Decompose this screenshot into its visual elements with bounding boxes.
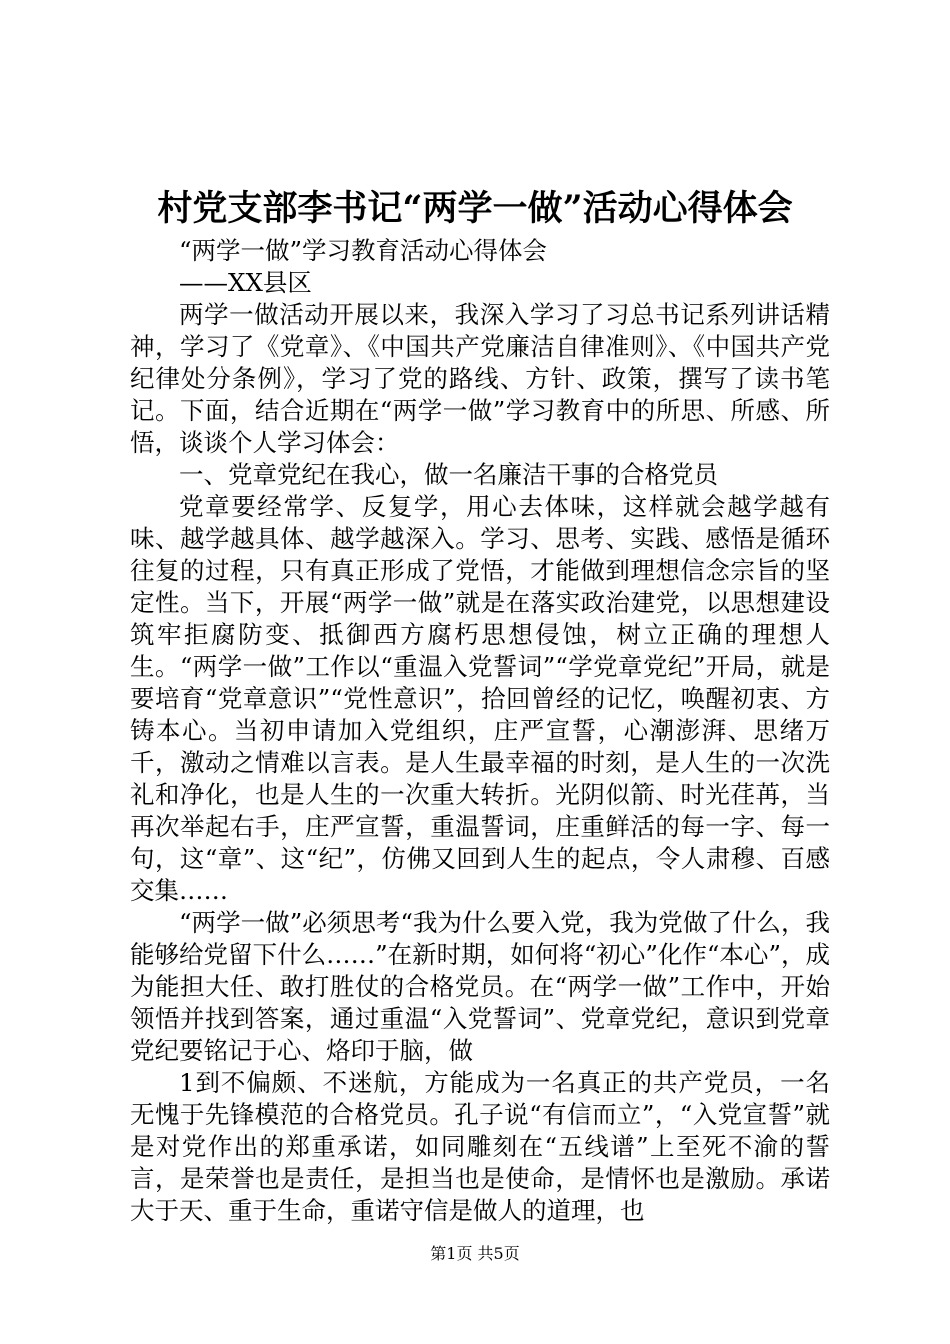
paragraph-intro: 两学一做活动开展以来，我深入学习了习总书记系列讲话精神，学习了《党章》、《中国共产党廉洁自律准则》、《中国共产党纪律处分条例》，学习了党的路线、方针、政策，撰写了读书笔记。下面，结合近期在“两学一做”学习教育中的所思、所感、所悟，谈谈个人学习体会： xyxy=(130,300,830,457)
page-number: 第1页 共5页 xyxy=(430,1244,520,1263)
document-title: 村党支部李书记“两学一做”活动心得体会 xyxy=(157,188,793,229)
paragraph-heading-1: 一、党章党纪在我心，做一名廉洁干事的合格党员 xyxy=(179,460,718,489)
paragraph-subtitle: “两学一做”学习教育活动心得体会 xyxy=(179,236,548,265)
paragraph-author: ——XX县区 xyxy=(179,268,312,297)
paragraph-body-2: “两学一做”必须思考“我为什么要入党，我为党做了什么，我能够给党留下什么……”在新时期，如何将“初心”化作“本心”，成为能担大任、敢打胜仗的合格党员。在“两学一做”工作中，开始领悟并找到答案，通过重温“入党誓词”、党章党纪，意识到党章党纪要铭记于心、烙印于脑，做 xyxy=(130,908,830,1065)
paragraph-body-3: 1到不偏颇、不迷航，方能成为一名真正的共产党员，一名无愧于先锋模范的合格党员。孔子说“有信而立”，“入党宣誓”就是对党作出的郑重承诺，如同雕刻在“五线谱”上至死不渝的誓言，是荣誉也是责任，是担当也是使命，是情怀也是激励。承诺大于天、重于生命，重诺守信是做人的道理，也 xyxy=(130,1068,830,1225)
document-body xyxy=(130,235,830,1227)
paragraph-body-1: 党章要经常学、反复学，用心去体味，这样就会越学越有味、越学越具体、越学越深入。学习、思考、实践、感悟是循环往复的过程，只有真正形成了党悟，才能做到理想信念宗旨的坚定性。当下，开展“两学一做”就是在落实政治建党，以思想建设筑牢拒腐防变、抵御西方腐朽思想侵蚀，树立正确的理想人生。“两学一做”工作以“重温入党誓词”“学党章党纪”开局，就是要培育“党章意识”“党性意识”，拾回曾经的记忆，唤醒初衷、方铸本心。当初申请加入党组织，庄严宣誓，心潮澎湃、思绪万千，激动之情难以言表。是人生最幸福的时刻，是人生的一次洗礼和净化，也是人生的一次重大转折。光阴似箭、时光荏苒，当再次举起右手，庄严宣誓，重温誓词，庄重鲜活的每一字、每一句，这“章”、这“纪”，仿佛又回到人生的起点，令人肃穆、百感交集…… xyxy=(130,492,830,905)
